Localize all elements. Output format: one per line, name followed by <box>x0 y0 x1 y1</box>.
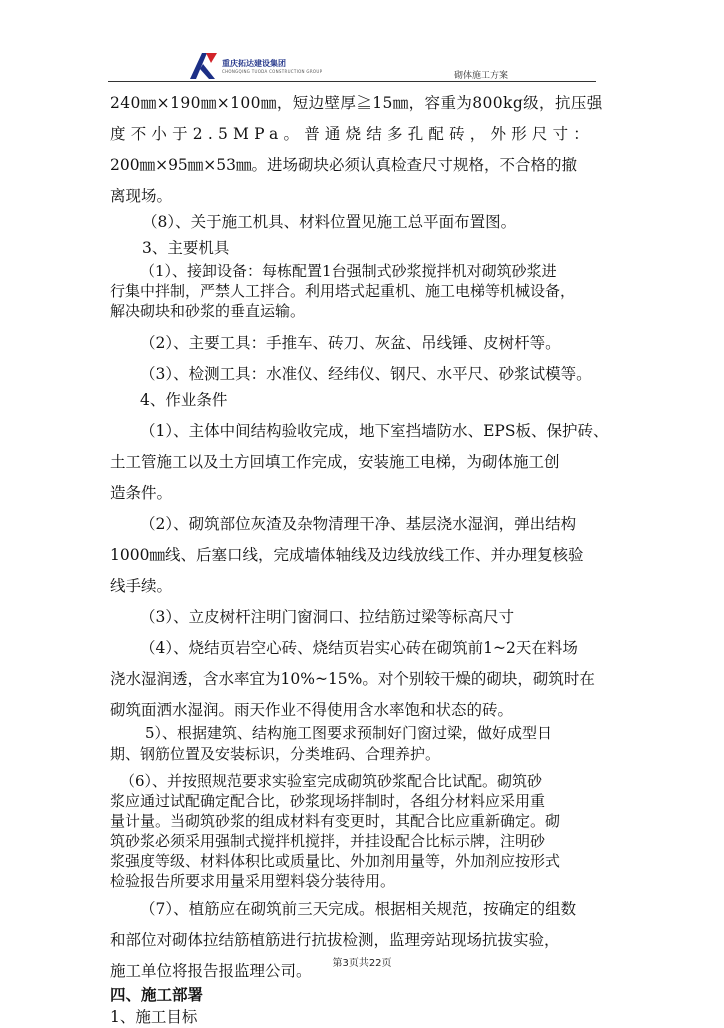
body-line: 行集中拌制，严禁人工拌合。利用塔式起重机、施工电梯等机械设备， <box>110 282 576 300</box>
body-line: 检验报告所要求用量采用塑料袋分装待用。 <box>110 872 396 890</box>
body-line: （4）、烧结页岩空心砖、烧结页岩实心砖在砌筑前1~2天在料场 <box>140 639 578 657</box>
body-line: 施工单位将报告报监理公司。 <box>110 962 312 980</box>
sub-heading: 3、主要机具 <box>142 239 230 257</box>
body-line: 200㎜×95㎜×53㎜。进场砌块必须认真检查尺寸规格，不合格的撤 <box>110 156 578 174</box>
body-line: （1）、接卸设备：每栋配置1台强制式砂浆搅拌机对砌筑砂浆进 <box>140 262 557 280</box>
document-title: 砌体施工方案 <box>454 71 509 81</box>
body-line: 筑砂浆必须采用强制式搅拌机搅拌，并挂设配合比标示牌，注明砂 <box>110 832 546 850</box>
company-logo-icon <box>188 52 218 80</box>
body-line: 和部位对砌体拉结筋植筋进行抗拔检测，监理旁站现场抗拔实验， <box>110 931 560 949</box>
body-line: 浆应通过试配确定配合比，砂浆现场拌制时，各组分材料应采用重 <box>110 792 546 810</box>
body-line: （3）、检测工具：水准仪、经纬仪、钢尺、水平尺、砂浆试模等。 <box>140 365 592 383</box>
body-line: （2）、砌筑部位灰渣及杂物清理干净、基层浇水湿润，弹出结构 <box>140 515 577 533</box>
body-line: 浇水湿润透，含水率宜为10%~15%。对个别较干燥的砌块，砌筑时在 <box>110 670 595 688</box>
sub-heading: 4、作业条件 <box>140 391 228 409</box>
body-line: 离现场。 <box>110 187 173 205</box>
body-line: 期、钢筋位置及安装标识，分类堆码、合理养护。 <box>110 745 441 763</box>
body-line: 砌筑面洒水湿润。雨天作业不得使用含水率饱和状态的砖。 <box>110 701 514 719</box>
company-name-en: CHONGQING TUODA CONSTRUCTION GROUP <box>222 69 323 74</box>
page-header <box>108 48 596 84</box>
body-line: 度不小于2.5MPa。普通烧结多孔配砖，外形尺寸： <box>110 125 594 143</box>
body-line: 5）、根据建筑、结构施工图要求预制好门窗过梁，做好成型日 <box>145 724 553 742</box>
subsection-heading: 1、施工目标 <box>110 1008 198 1026</box>
body-line: 土工管施工以及土方回填工作完成，安装施工电梯，为砌体施工创 <box>110 453 560 471</box>
body-line: （8）、关于施工机具、材料位置见施工总平面布置图。 <box>142 213 517 231</box>
body-line: （7）、植筋应在砌筑前三天完成。根据相关规范，按确定的组数 <box>140 900 577 918</box>
company-name: 重庆拓达建设集团 <box>222 59 286 68</box>
body-line: （2）、主要工具：手推车、砖刀、灰盆、吊线锤、皮树杆等。 <box>140 334 561 352</box>
body-line: 线手续。 <box>110 577 173 595</box>
page-body <box>110 90 628 1028</box>
body-line: 量计量。当砌筑砂浆的组成材料有变更时，其配合比应重新确定。砌 <box>110 812 561 830</box>
body-line: （6）、并按照规范要求实验室完成砌筑砂浆配合比试配。砌筑砂 <box>120 772 543 790</box>
page-number: 第3页共22页 <box>332 958 392 969</box>
body-line: 解决砌块和砂浆的垂直运输。 <box>110 302 306 320</box>
body-line: 造条件。 <box>110 484 173 502</box>
body-line: （1）、主体中间结构验收完成，地下室挡墙防水、EPS板、保护砖、 <box>140 422 609 440</box>
body-line: 浆强度等级、材料体积比或质量比、外加剂用量等，外加剂应按形式 <box>110 852 561 870</box>
header-divider <box>108 81 596 82</box>
body-line: 240㎜×190㎜×100㎜，短边壁厚≧15㎜，容重为800kg级，抗压强 <box>110 94 603 112</box>
section-heading: 四、施工部署 <box>110 986 204 1004</box>
body-line: （3）、立皮树杆注明门窗洞口、拉结筋过梁等标高尺寸 <box>140 608 515 626</box>
body-line: 1000㎜线、后塞口线，完成墙体轴线及边线放线工作、并办理复核验 <box>110 546 584 564</box>
